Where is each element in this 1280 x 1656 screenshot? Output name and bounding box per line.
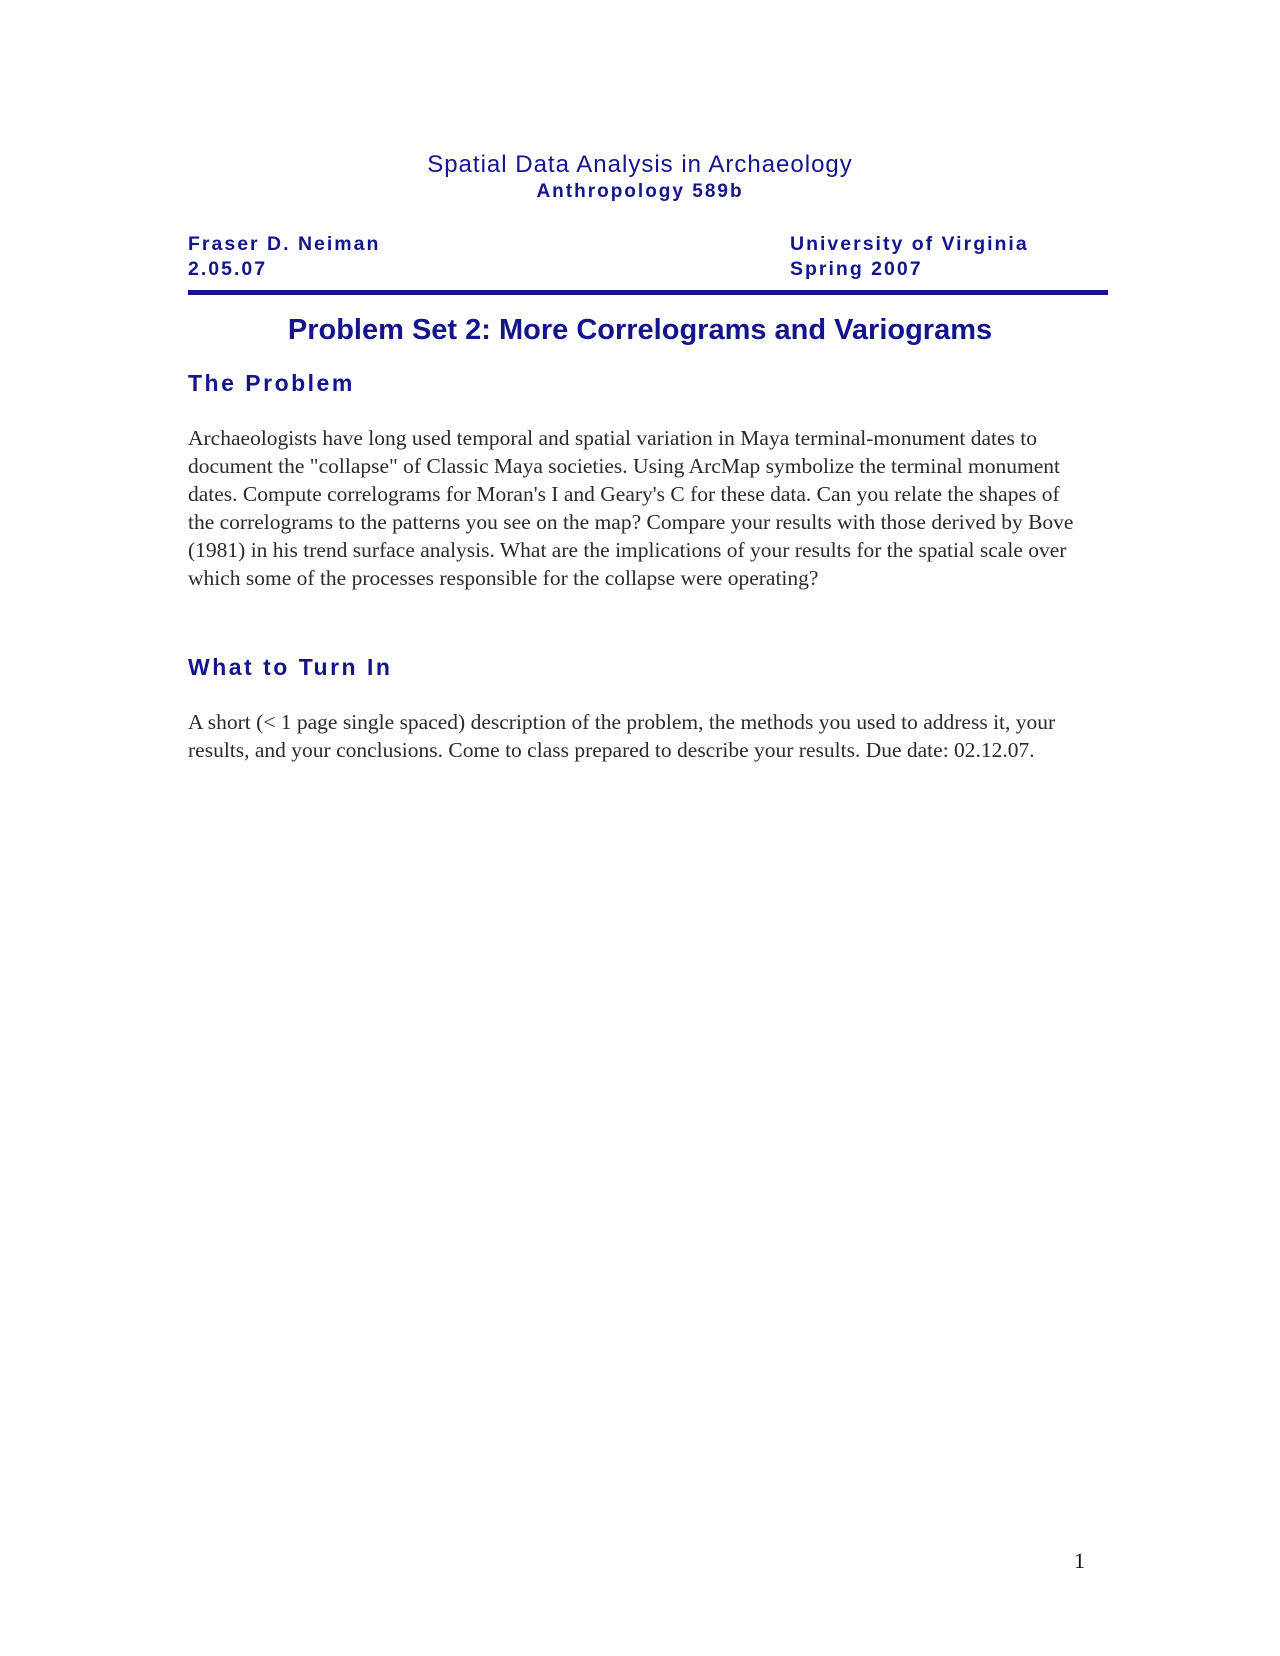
section-body-problem: Archaeologists have long used temporal and spatial variation in Maya terminal-monument dates to document the "collapse" of Classic Maya societies. Using ArcMap symbolize the terminal monument dates. Compute correlograms for Moran's I and Geary's C for these data. Can you relate the shapes of the correlograms to the patterns you see on the map? Compare your results with those derived by Bove (1981) in his trend surface analysis. What are the implications of your results for the spatial scale over which some of the processes responsible for the collapse were operating?: [188, 426, 1074, 590]
course-header: [0, 150, 1280, 204]
author-block: [188, 232, 380, 282]
section-heading-problem: The Problem: [188, 370, 355, 396]
header-divider: [188, 290, 1108, 295]
author-name: Fraser D. Neiman: [188, 233, 381, 255]
course-number: Anthropology 589b: [536, 181, 744, 202]
institution-block: [790, 232, 1029, 282]
term: Spring 2007: [790, 258, 923, 280]
section-heading-turn-in: What to Turn In: [188, 654, 393, 680]
course-title: Spatial Data Analysis in Archaeology: [427, 151, 853, 178]
page-number: 1: [1074, 1548, 1085, 1573]
document-title: Problem Set 2: More Correlograms and Variograms: [287, 314, 993, 346]
document-date: 2.05.07: [188, 258, 268, 280]
section-body-turn-in: A short (< 1 page single spaced) description of the problem, the methods you used to address it, your results, and your conclusions. Come to class prepared to describe your results. Due date: 02.12.07.: [188, 710, 1056, 762]
institution-name: University of Virginia: [790, 233, 1029, 255]
